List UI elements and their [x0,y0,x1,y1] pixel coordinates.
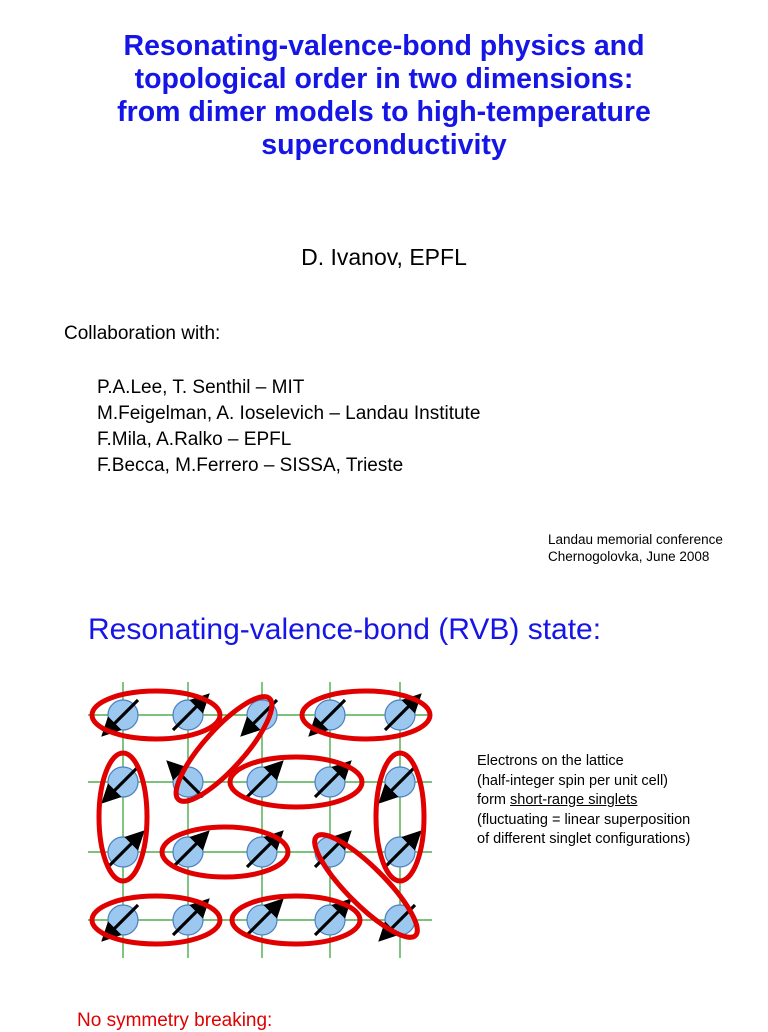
slide-title [20,30,748,162]
spin-arrow-icon [173,700,203,730]
spin-arrow-icon [315,905,345,935]
short-range-singlets-term: short-range singlets [510,792,638,808]
spin-arrow-icon [247,767,277,797]
rvb-description [477,752,690,850]
spin-arrow-icon [108,905,138,935]
conference-place-date: Chernogolovka, June 2008 [548,549,710,564]
spin-arrow-icon [385,767,415,797]
spin-arrow-icon [247,837,277,867]
bottom-heading: No symmetry breaking: [77,1010,273,1031]
spin-arrow-icon [108,767,138,797]
spin-arrow-icon [315,767,345,797]
collaborator-item: F.Mila, A.Ralko – EPFL [97,429,292,450]
collaborator-item: F.Becca, M.Ferrero – SISSA, Trieste [97,455,404,476]
desc-line-prefix: form [477,792,511,808]
author: D. Ivanov, EPFL [301,244,467,270]
spin-arrow-icon [385,837,415,867]
desc-line [477,791,690,811]
title-line: superconductivity [261,129,507,161]
title-line: Resonating-valence-bond physics and [123,30,645,62]
spin-arrow-icon [247,905,277,935]
spin-arrow-icon [108,700,138,730]
conference-name: Landau memorial conference [548,532,723,547]
spin-arrow-icon [385,700,415,730]
collaborator-list [97,375,480,479]
desc-line: (fluctuating = linear superposition [477,811,691,828]
spin-arrow-icon [108,837,138,867]
rvb-lattice-diagram [0,660,470,970]
collaboration-label: Collaboration with: [64,323,221,344]
spin-arrow-icon [173,905,203,935]
section-title: Resonating-valence-bond (RVB) state: [88,613,602,646]
conference-info [548,531,723,565]
desc-line: Electrons on the lattice [477,753,624,769]
desc-line: of different singlet configurations) [477,831,691,847]
title-line: from dimer models to high-temperature [117,96,651,128]
spin-arrow-icon [173,837,203,867]
spin-arrow-icon [315,700,345,730]
collaborator-item: P.A.Lee, T. Senthil – MIT [97,377,305,398]
desc-line: (half-integer spin per unit cell) [477,772,669,789]
collaborator-item: M.Feigelman, A. Ioselevich – Landau Institute [97,403,481,424]
title-line: topological order in two dimensions: [134,63,634,95]
